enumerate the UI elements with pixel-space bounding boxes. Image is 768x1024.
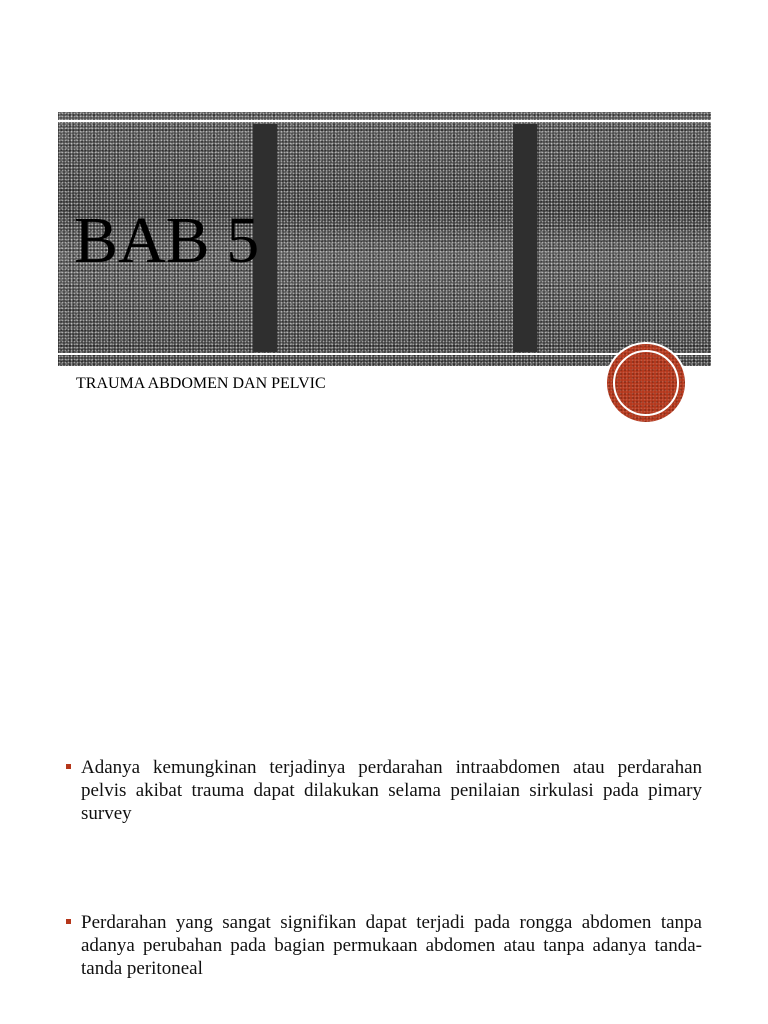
banner-top-rule [58, 120, 711, 122]
banner-bottom-rule [58, 353, 711, 355]
bullet-text: Adanya kemungkinan terjadinya perdarahan intraabdomen atau perdarahan pelvis akibat trauma dapat dilakukan selama penilaian sirkulasi pada pimary survey [81, 757, 702, 824]
bullet-item [64, 911, 702, 980]
slide-subtitle: TRAUMA ABDOMEN DAN PELVIC [76, 375, 326, 392]
decorative-circle [607, 344, 685, 422]
decorative-circle-ring [613, 350, 679, 416]
bullet-list [64, 756, 702, 980]
bullet-item [64, 756, 702, 825]
bullet-square-icon [66, 919, 71, 924]
slide-title: BAB 5 [74, 204, 260, 277]
banner-band [513, 124, 537, 352]
bullet-text: Perdarahan yang sangat signifikan dapat terjadi pada rongga abdomen tanpa adanya perubahan pada bagian permukaan abdomen atau tanpa adanya tanda-tanda peritoneal [81, 912, 702, 979]
bullet-square-icon [66, 764, 71, 769]
